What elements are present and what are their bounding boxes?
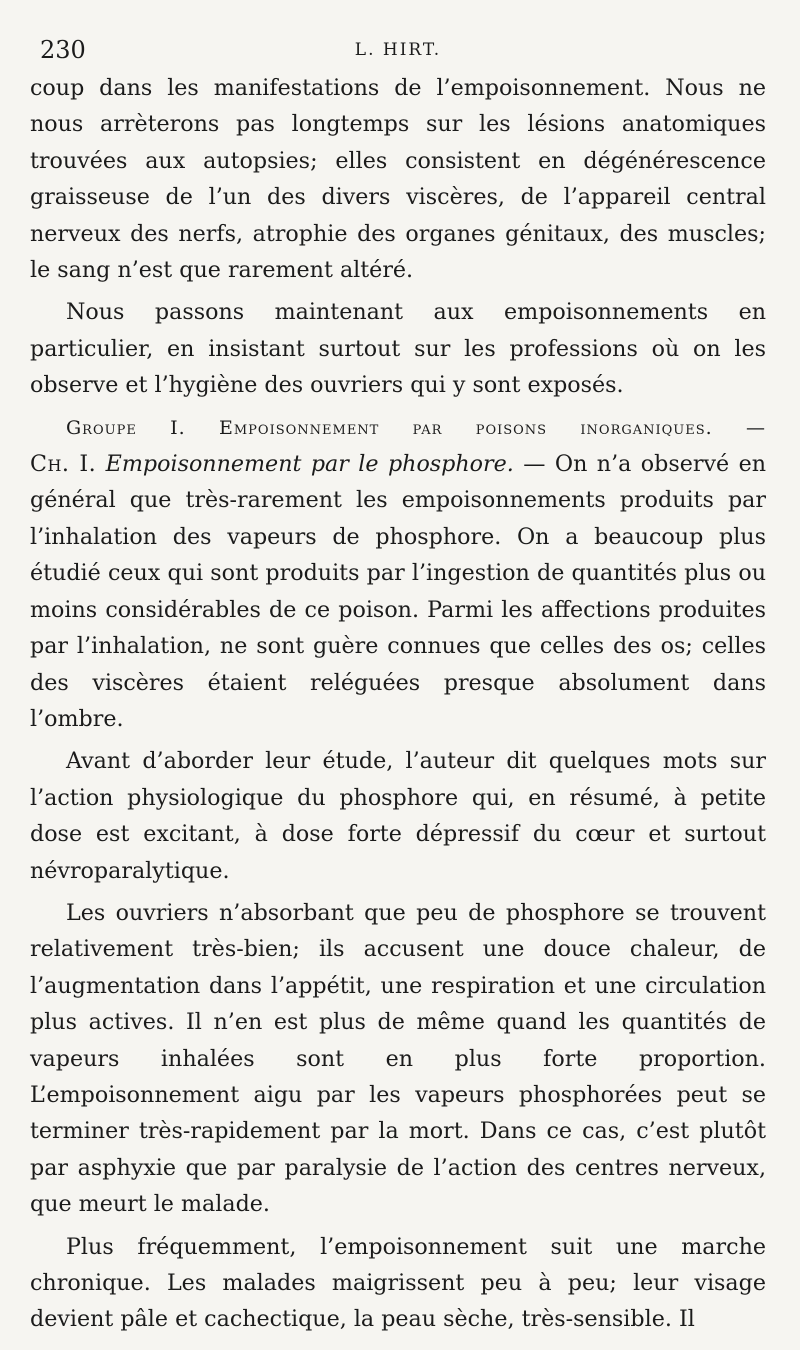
paragraph-4: Avant d’aborder leur étude, l’auteur dit quelques mots sur l’action physiologique du phosphore qui, en résumé, à petite dose est excitant, à dose forte dépressif du cœur et surtout névroparalytique.	[30, 748, 766, 884]
body-text	[30, 70, 766, 1338]
paragraph-5: Les ouvriers n’absorbant que peu de phosphore se trouvent relativement très-bien; ils accusent une douce chaleur, de l’augmentation dans l’appétit, une respiration et une circulation plus actives. Il n’en est plus de même quand les quantités de vapeurs inhalées sont en plus forte proportion. L’empoisonnement aigu par les vapeurs phosphorées peut se terminer très-rapidement par la mort. Dans ce cas, c’est plutôt par asphyxie que par paralysie de l’action des centres nerveux, que meurt le malade.	[30, 899, 766, 1218]
paragraph-3	[30, 446, 766, 737]
paragraph-6: Plus fréquemment, l’empoisonnement suit une marche chronique. Les malades maigrissent peu à peu; leur visage devient pâle et cachectique, la peau sèche, très-sensible. Il	[30, 1233, 766, 1333]
group-heading: Groupe I. Empoisonnement par poisons inorganiques. —	[66, 416, 766, 439]
page-header	[30, 30, 766, 70]
chapter-title: Empoisonnement par le phosphore.	[105, 451, 514, 478]
paragraph-1: coup dans les manifestations de l’empoisonnement. Nous ne nous arrèterons pas longtemps sur les lésions anatomiques trouvées aux autopsies; elles consistent en dégénérescence graisseuse de l’un des divers viscères, de l’appareil central nerveux des nerfs, atrophie des organes génitaux, des muscles; le sang n’est que rarement altéré.	[30, 75, 766, 284]
chapter-prefix: Ch. I.	[30, 451, 97, 478]
paragraph-3-text: — On n’a observé en général que très-rarement les empoisonnements produits par l’inhalation des vapeurs de phosphore. On a beaucoup plus étudié ceux qui sont produits par l’ingestion de quantités plus ou moins considérables de ce poison. Parmi les affections produites par l’inhalation, ne sont guère connues que celles des os; celles des viscères étaient reléguées presque absolument dans l’ombre.	[30, 451, 766, 732]
page-number: 230	[40, 36, 86, 64]
book-page	[30, 30, 766, 1333]
running-title: L. HIRT.	[354, 40, 442, 60]
paragraph-2: Nous passons maintenant aux empoisonnements en particulier, en insistant surtout sur les professions où on les observe et l’hygiène des ouvriers qui y sont exposés.	[30, 299, 766, 399]
